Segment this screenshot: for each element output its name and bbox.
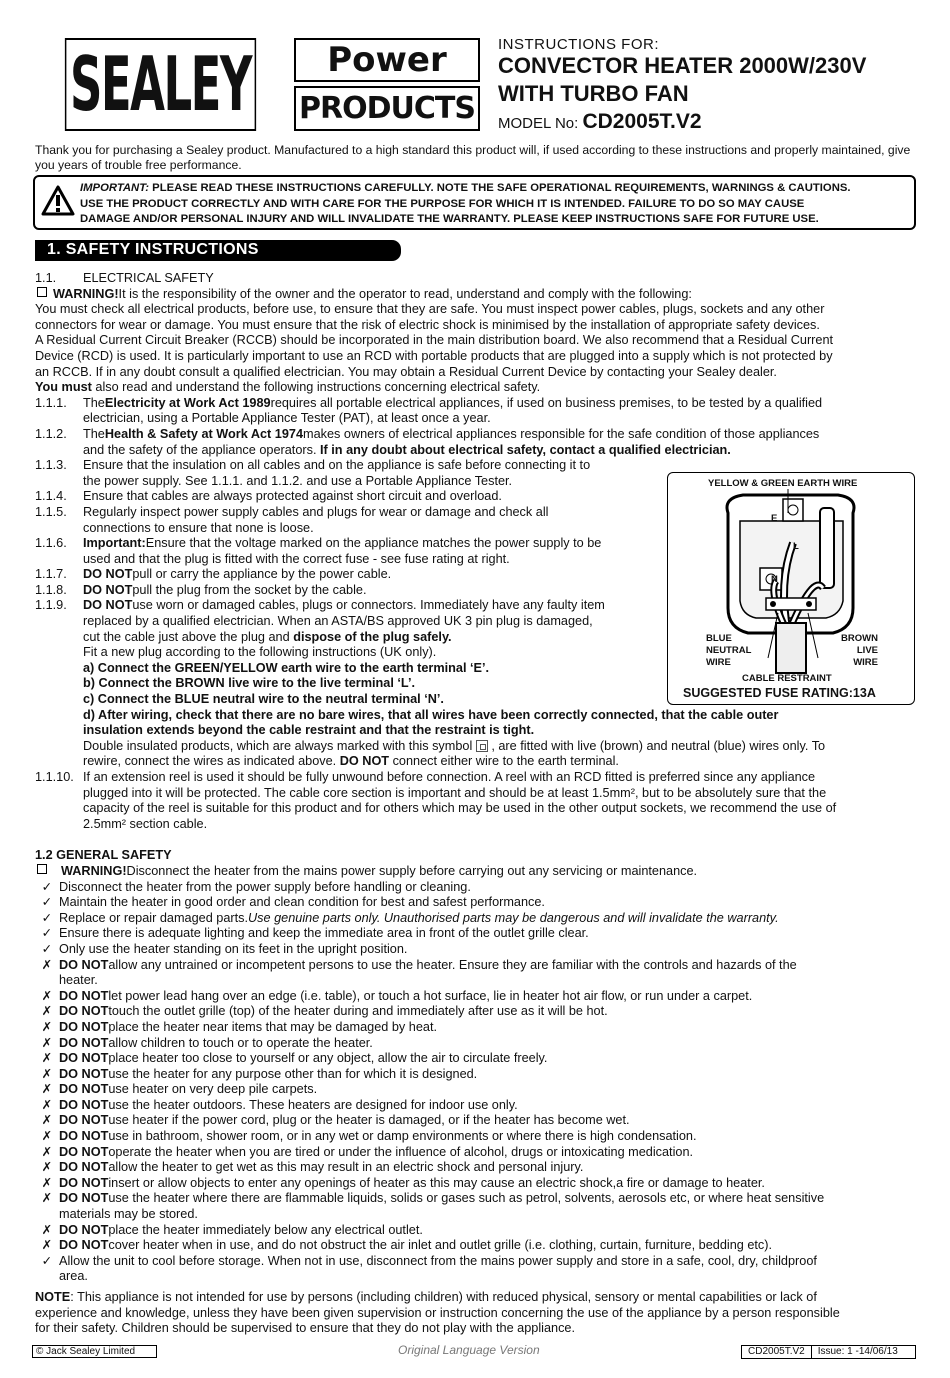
plug-illustration <box>668 473 916 706</box>
electrical-safety: 1.1. ELECTRICAL SAFETY WARNING! It is the responsibility of the owner and the operator to read, understand and comply with the following: You must check all electrical products, before use, to ensure that they are safe. You must inspect power cables, plugs, sockets and any other connectors for wear or damage. You must ensure that the risk of electric shock is minimised by the installation of appropriate safety devices. A Residual Current Circuit Breaker (RCCB) should be incorporated in the main distribution board. We also recommend that a Residual Current Device (RCD) is used. It is particularly important to use an RCD with portable products that are plugged into a supply which is not protected by an RCCB. If in any doubt consult a qualified electrician. You may obtain a Residual Current Device by contacting your Sealey dealer. You must also read and understand the following instructions concerning electrical safety. 1.1.1. The Electricity at Work Act 1989 requires all portable electrical appliances, if used on business premises, to be tested by a qualified electrician, using a Portable Appliance Tester (PAT), at least once a year. 1.1.2. The Health & Safety at Work Act 1974 makes owners of electrical appliances responsible for the safe condition of those appliances and the safety of the appliance operators. If in any doubt about electrical safety, contact a qualified electrician. 1.1.3. Ensure that the insulation on all cables and on the appliance is safe before connecting it to the power supply. See 1.1.1. and 1.1.2. and use a Portable Appliance Tester. 1.1.4. Ensure that cables are always protected against short circuit and overload. 1.1.5. Regularly inspect power supply cables and plugs for wear or damage and check all connections to ensure that none is loose. 1.1.6. Important: Ensure that the voltage marked on the appliance matches the power supply to be used and that the plug is fitted with the correct fuse - see fuse rating at right. 1.1.7. DO NOT pull or carry the appliance by the power cable. 1.1.8. DO NOT pull the plug from the socket by the cable. 1.1.9. DO NOT use worn or damaged cables, plugs or connectors. Immediately have any faulty item replaced by a qualified electrician. When an ASTA/BS approved UK 3 pin plug is damaged, cut the cable just above the plug and dispose of the plug safely. Fit a new plug according to the following instructions (UK only). a) Connect the GREEN/YELLOW earth wire to the earth terminal ‘E’. b) Connect the BROWN live wire to the live terminal ‘L’. c) Connect the BLUE neutral wire to the neutral terminal ‘N’. d) After wiring, check that there are no bare wires, that all wires have been correctly connected, that the cable outer insulation extends beyond the cable restraint and that the restraint is tight. Double insulated products, which are always marked with this symbol , are fitted with live (brown) and neutral (blue) wires only. To rewire, connect the wires as indicated above. DO NOT connect either wire to the earth terminal. 1.1.10. If an extension reel is used it should be fully unwound before connection. A reel with an RCD fitted is preferred since any appliance plugged into it will be protected. The cable core section is important and should be at least 1.5mm², but to be absolutely sure that the capacity of the reel is suitable for this product and for others which may be used in the other output sockets, we recommend the use of 2.5mm² section cable. 1.2 GENERAL SAFETY WARNING! Disconnect the heater from the mains power supply before carrying out any servicing or maintenance. ✓ Disconnect the heater from the power supply before handling or cleaning. ✓ Maintain the heater in good order and clean condition for best and safest performance. ✓ Replace or repair damaged parts. Use genuine parts only. Unauthorised parts may be dangerous and will invalidate the warranty. ✓ Ensure there is adequate lighting and keep the immediate area in front of the outlet grille clear. ✓ Only use the heater standing on its feet in the upright position. ✗ DO NOT allow any untrained or incompetent persons to use the heater. Ensure they are familiar with the controls and hazards of the heater. ✗ DO NOT let power lead hang over an edge (i.e. table), or touch a hot surface, lie in heater hot air flow, or run under a carpet. ✗ DO NOT touch the outlet grille (top) of the heater during and immediately after use as it will be hot. ✗ DO NOT place the heater near items that may be damaged by heat. ✗ DO NOT allow children to touch or to operate the heater. ✗ DO NOT place heater too close to yourself or any object, allow the air to circulate freely. ✗ DO NOT use the heater for any purpose other than for which it is designed. ✗ DO NOT use heater on very deep pile carpets. ✗ DO NOT use the heater outdoors. These heaters are designed for indoor use only. ✗ DO NOT use heater if the power cord, plug or the heater is damaged, or if the heater has become wet. ✗ DO NOT use in bathroom, shower room, or in any wet or damp environments or where there is high condensation. ✗ DO NOT operate the heater when you are tired or under the influence of alcohol, drugs or intoxicating medication. ✗ DO NOT allow the heater to get wet as this may result in an electric shock and personal injury. ✗ DO NOT insert or allow objects to enter any openings of heater as this may cause an electric shock,a fire or damage to heater. ✗ DO NOT use the heater where there are flammable liquids, solids or gases such as petrol, solvents, aerosols etc, or where heat sensitive materials may be stored. ✗ DO NOT place the heater immediately below any electrical outlet. ✗ DO NOT cover heater when in use, and do not obstruct the air inlet and outlet grille (i.e. clothing, curtain, furniture, bedding etc). ✓ Allow the unit to cool before storage. When not in use, disconnect from the mains power supply and store in a safe, cool, dry, childproof area. NOTE: This appliance is not intended for use by persons (including children) with reduced physical, sensory or mental capabilities or lack of experience and knowledge, unless they have been given supervision or instruction concerning the use of the appliance by a person responsible for their safety. Children should be supervised to ensure that they do not play with the appliance. <box>35 271 840 1336</box>
copyright: © Jack Sealey Limited <box>32 1345 157 1358</box>
terminal-e-label: E <box>771 513 778 524</box>
checkbox-icon <box>37 287 47 297</box>
terminal-l-label: L <box>793 541 799 552</box>
double-insulated-icon <box>476 740 488 752</box>
model-number: MODEL No: CD2005T.V2 <box>498 110 702 133</box>
footer-model: CD2005T.V2 <box>742 1346 812 1358</box>
checkbox-icon <box>37 864 47 874</box>
brown-wire-label: BROWN LIVE WIRE <box>841 633 878 668</box>
fuse-rating-label: SUGGESTED FUSE RATING:13A <box>683 686 876 700</box>
terminal-n-label: N <box>771 574 778 585</box>
warning-icon <box>41 185 75 217</box>
plug-wiring-diagram <box>667 472 915 705</box>
product-title: CONVECTOR HEATER 2000W/230V WITH TURBO FAN <box>498 53 867 106</box>
products-logo: PRODUCTS <box>294 86 480 131</box>
power-logo: Power <box>294 38 480 82</box>
important-box <box>33 175 916 230</box>
section-title: 1. SAFETY INSTRUCTIONS <box>35 240 401 261</box>
cable-restraint-label: CABLE RESTRAINT <box>742 673 832 684</box>
footer-issue: Issue: 1 -14/06/13 <box>817 1346 898 1357</box>
earth-wire-label: YELLOW & GREEN EARTH WIRE <box>708 478 858 489</box>
language-version: Original Language Version <box>398 1343 540 1357</box>
document-info <box>741 1345 916 1359</box>
important-text: IMPORTANT: PLEASE READ THESE INSTRUCTIONS CAREFULLY. NOTE THE SAFE OPERATIONAL REQUIREMENTS, WARNINGS & CAUTIONS. USE THE PRODUCT CORRECTLY AND WITH CARE FOR THE PURPOSE FOR WHICH IT IS INTENDED. FAILURE TO DO SO MAY CAUSE DAMAGE AND/OR PERSONAL INJURY AND WILL INVALIDATE THE WARRANTY. PLEASE KEEP INSTRUCTIONS SAFE FOR FUTURE USE. <box>80 182 851 225</box>
blue-wire-label: BLUE NEUTRAL WIRE <box>706 633 752 668</box>
sealey-logo: SEALEY <box>65 38 256 131</box>
intro-text: Thank you for purchasing a Sealey product. Manufactured to a high standard this product will, if used according to these instructions and properly maintained, give you years of trouble free performance. <box>35 143 911 172</box>
instructions-for: INSTRUCTIONS FOR: <box>498 36 659 53</box>
